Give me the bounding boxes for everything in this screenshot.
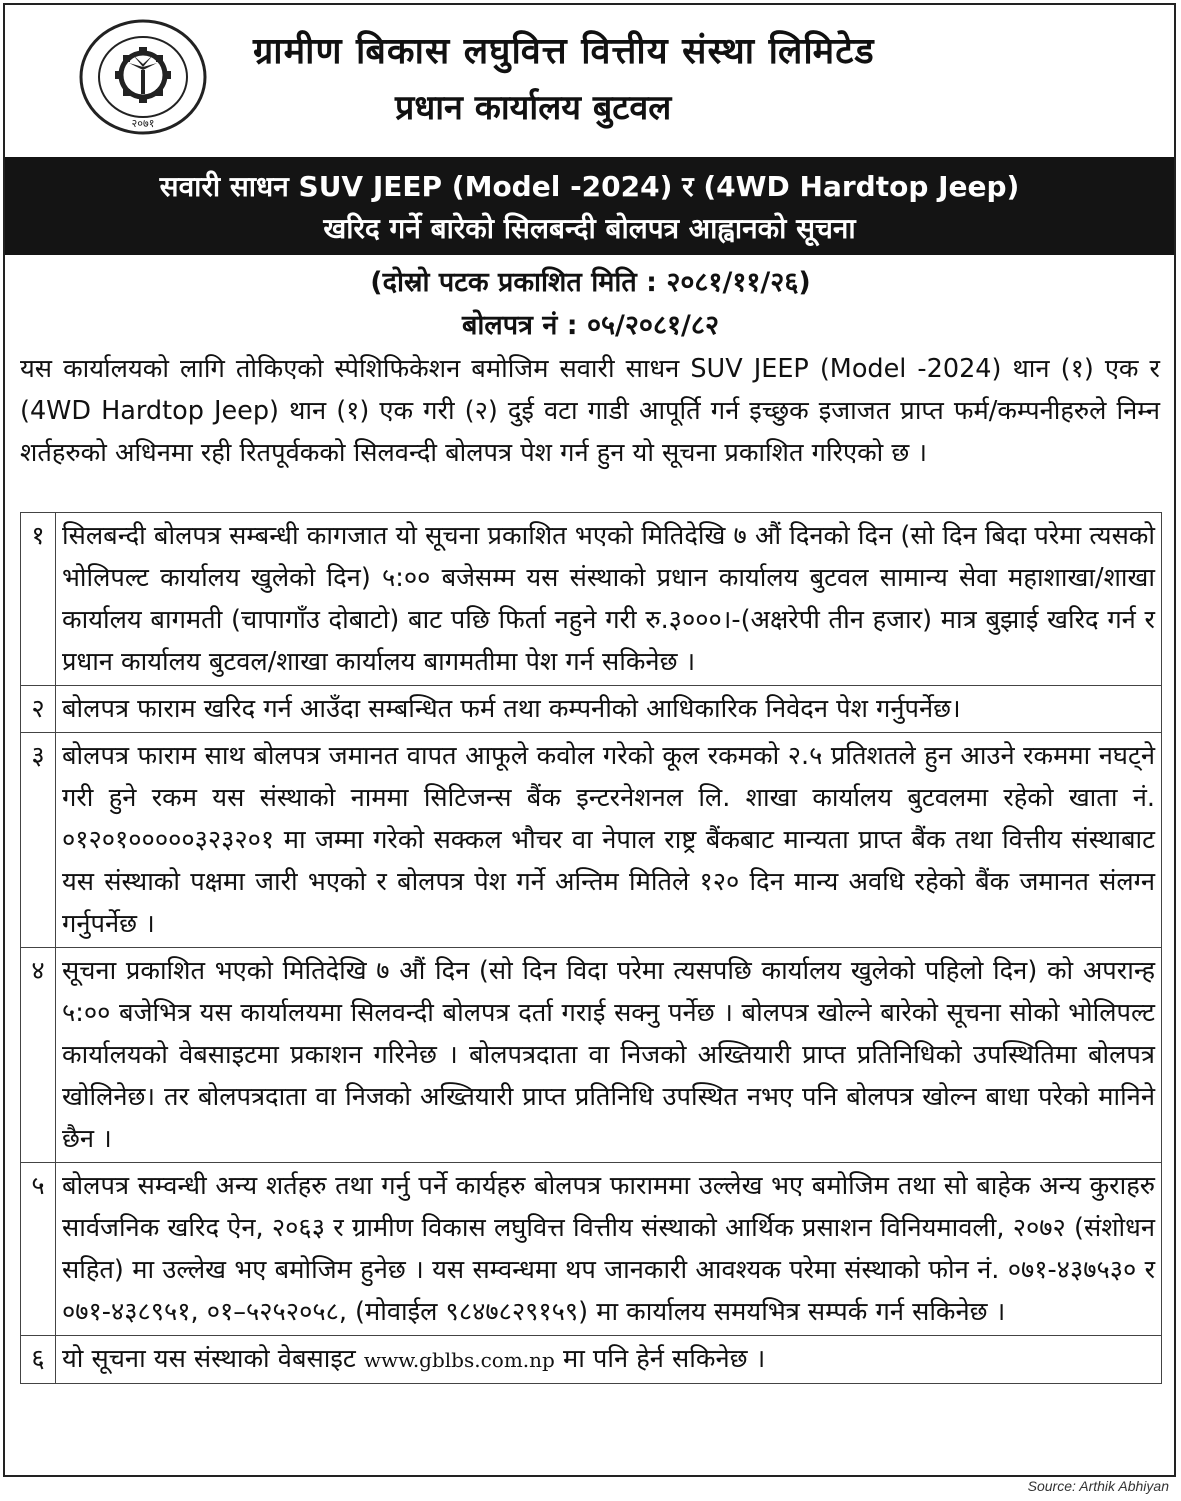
publish-date: (दोस्रो पटक प्रकाशित मिति : २०८१/११/२६) — [370, 267, 811, 298]
intro-paragraph: यस कार्यालयको लागि तोकिएको स्पेशिफिकेशन बमोजिम सवारी साधन SUV JEEP (Model -2024) थान (१) एक र (4WD Hardtop Jeep) थान (१) एक गरी (२) दुई वटा गाडी आपूर्ति गर्न इच्छुक इजाजत प्राप्त फर्म/कम्पनीहरुले निम्न शर्तहरुको अधिनमा रही रितपूर्वकको सिलवन्दी बोलपत्र पेश गर्न हुन यो सूचना प्रकाशित गरिएको छ । — [20, 354, 1160, 468]
term-text: बोलपत्र फाराम खरिद गर्न आउँदा सम्बन्धित फर्म तथा कम्पनीको आधिकारिक निवेदन पेश गर्नुपर्नेछ। — [56, 686, 1162, 733]
term-text: सूचना प्रकाशित भएको मितिदेखि ७ औं दिन (सो दिन विदा परेमा त्यसपछि कार्यालय खुलेको पहिलो दिन) को अपरान्ह ५:०० बजेभित्र यस कार्यालयमा सिलवन्दी बोलपत्र दर्ता गराई सक्नु पर्नेछ । बोलपत्र खोल्ने बारेको सूचना सोको भोलिपल्ट कार्यालयको वेबसाइटमा प्रकाशन गरिनेछ । बोलपत्रदाता वा निजको अख्तियारी प्राप्त प्रतिनिधिको उपस्थितिमा बोलपत्र खोलिनेछ। तर बोलपत्रदाता वा निजको अख्तियारी प्राप्त प्रतिनिधि उपस्थित नभए पनि बोलपत्र खोल्न बाधा परेको मानिने छैन । — [56, 948, 1162, 1163]
source-credit: Source: Arthik Abhiyan — [1027, 1478, 1169, 1494]
term-number: ५ — [21, 1163, 56, 1336]
svg-text:२०७१: २०७१ — [131, 117, 155, 130]
organization-name: ग्रामीण बिकास लघुवित्त वित्तीय संस्था लिमिटेड — [253, 31, 875, 72]
table-row — [21, 733, 1162, 948]
term-number: २ — [21, 686, 56, 733]
organization-seal-logo — [73, 15, 213, 140]
term-text-before: यो सूचना यस संस्थाको वेबसाइट — [62, 1344, 364, 1374]
notice-title-banner — [5, 157, 1174, 255]
terms-table — [20, 512, 1162, 1384]
term-text: सिलबन्दी बोलपत्र सम्बन्धी कागजात यो सूचना प्रकाशित भएको मितिदेखि ७ औं दिनको दिन (सो दिन बिदा परेमा त्यसको भोलिपल्ट कार्यालय खुलेको दिन) ५:०० बजेसम्म यस संस्थाको प्रधान कार्यालय बुटवल सामान्य सेवा महाशाखा/शाखा कार्यालय बागमती (चापागाँउ दोबाटो) बाट पछि फिर्ता नहुने गरी रु.३०००।-(अक्षरेपी तीन हजार) मात्र बुझाई खरिद गर्न र प्रधान कार्यालय बुटवल/शाखा कार्यालय बागमतीमा पेश गर्न सकिनेछ । — [56, 513, 1162, 686]
table-row — [21, 513, 1162, 686]
term-text: बोलपत्र फाराम साथ बोलपत्र जमानत वापत आफूले कवोल गरेको कूल रकमको २.५ प्रतिशतले हुन आउने रकममा नघट्ने गरी हुने रकम यस संस्थाको नाममा सिटिजन्स बैंक इन्टरनेशनल लि. शाखा कार्यालय बुटवलमा रहेको खाता नं. ०१२०१०००००३२३२०१ मा जम्मा गरेको सक्कल भौचर वा नेपाल राष्ट्र बैंकबाट मान्यता प्राप्त बैंक तथा वित्तीय संस्थाबाट यस संस्थाको पक्षमा जारी भएको र बोलपत्र पेश गर्ने अन्तिम मितिले १२० दिन मान्य अवधि रहेको बैंक जमानत संलग्न गर्नुपर्नेछ । — [56, 733, 1162, 948]
notice-title-line1: सवारी साधन SUV JEEP (Model -2024) र (4WD Hardtop Jeep) — [159, 170, 1020, 203]
term-number: ४ — [21, 948, 56, 1163]
website-link[interactable]: www.gblbs.com.np — [363, 1348, 555, 1372]
table-row — [21, 1336, 1162, 1384]
term-text-after: मा पनि हेर्न सकिनेछ । — [554, 1344, 766, 1374]
term-number: ६ — [21, 1336, 56, 1384]
term-number: ३ — [21, 733, 56, 948]
term-text: बोलपत्र सम्वन्धी अन्य शर्तहरु तथा गर्नु पर्ने कार्यहरु बोलपत्र फाराममा उल्लेख भए बमोजिम तथा सो बाहेक अन्य कुराहरु सार्वजनिक खरिद ऐन, २०६३ र ग्रामीण विकास लघुवित्त वित्तीय संस्थाको आर्थिक प्रसाशन विनियमावली, २०७२ (संशोधन सहित) मा उल्लेख भए बमोजिम हुनेछ । यस सम्वन्धमा थप जानकारी आवश्यक परेमा संस्थाको फोन नं. ०७१-४३७५३० र ०७१-४३८९५१, ०१–५२५२०५८, (मोवाईल ९८४७८२९१५९) मा कार्यालय समयभित्र सम्पर्क गर्न सकिनेछ । — [56, 1163, 1162, 1336]
table-row — [21, 1163, 1162, 1336]
table-row — [21, 948, 1162, 1163]
term-text — [56, 1336, 1162, 1384]
table-row — [21, 686, 1162, 733]
term-number: १ — [21, 513, 56, 686]
office-name: प्रधान कार्यालय बुटवल — [395, 88, 672, 128]
header — [3, 3, 1176, 157]
tender-number: बोलपत्र नं : ०५/२०८१/८२ — [462, 310, 719, 341]
notice-title-line2: खरिद गर्ने बारेको सिलबन्दी बोलपत्र आह्वानको सूचना — [323, 212, 856, 245]
